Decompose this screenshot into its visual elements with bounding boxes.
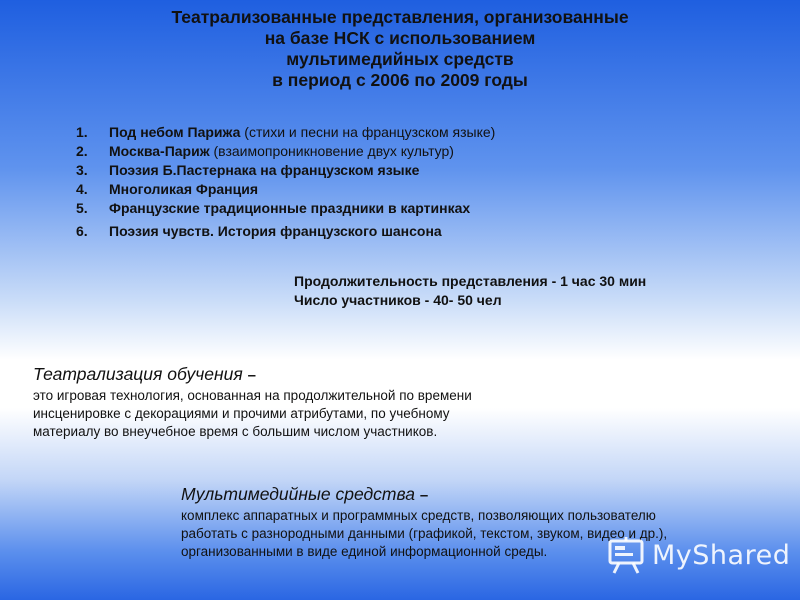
list-item-title: Поэзия Б.Пастернака на французском языке [109, 162, 420, 178]
title-line: на базе НСК с использованием [264, 28, 536, 48]
list-item-title: Москва-Париж [109, 143, 210, 159]
performance-info [294, 272, 646, 310]
duration-text: Продолжительность представления - 1 час 30 мин [294, 273, 647, 289]
definition-term [181, 483, 667, 507]
list-item [76, 142, 495, 161]
definition-line: работать с разнородными данными (графикой, текстом, звуком, видео и др.), [181, 526, 668, 541]
watermark [608, 536, 790, 574]
list-item [76, 199, 495, 218]
title-line: в период с 2006 по 2009 годы [272, 70, 528, 90]
performances-list [76, 123, 495, 241]
title-line: мультимедийных средств [286, 49, 514, 69]
title-line: Театрализованные представления, организованные [171, 7, 629, 27]
list-item-note: (стихи и песни на французском языке) [240, 124, 496, 140]
list-item-title: Под небом Парижа [109, 124, 241, 140]
list-item [76, 180, 495, 199]
definition-multimedia [181, 483, 667, 561]
list-item-note: (взаимопроникновение двух культур) [209, 143, 454, 159]
participants-text: Число участников - 40- 50 чел [294, 292, 502, 308]
list-item-title: Поэзия чувств. История французского шансона [109, 223, 442, 239]
definition-dash: – [419, 487, 429, 504]
definition-term [33, 363, 472, 387]
definition-term-text: Театрализация обучения [33, 364, 248, 384]
list-item-number: 3. [76, 162, 88, 178]
list-item [76, 222, 495, 241]
list-item [76, 161, 495, 180]
definition-dash: – [247, 367, 256, 384]
watermark-text: MyShared [652, 539, 791, 571]
list-item [76, 123, 495, 142]
definition-line: это игровая технология, основанная на продолжительной по времени [33, 388, 472, 403]
slide-title [0, 7, 800, 91]
list-item-title: Многоликая Франция [109, 181, 258, 197]
list-item-number: 4. [76, 181, 88, 197]
list-item-number: 1. [76, 124, 88, 140]
list-item-number: 2. [76, 143, 88, 159]
definition-theatrical [33, 363, 472, 441]
definition-line: инсценировке с декорациями и прочими атрибутами, по учебному [33, 406, 450, 421]
presentation-board-icon [608, 536, 644, 574]
list-item-number: 5. [76, 200, 88, 216]
definition-line: организованными в виде единой информационной среды. [181, 544, 548, 559]
definition-line: комплекс аппаратных и программных средств, позволяющих пользователю [181, 508, 656, 523]
definition-line: материалу во внеучебное время с большим числом участников. [33, 424, 438, 439]
list-item-number: 6. [76, 223, 88, 239]
list-item-title: Французские традиционные праздники в картинках [109, 200, 471, 216]
definition-term-text: Мультимедийные средства [181, 484, 420, 504]
